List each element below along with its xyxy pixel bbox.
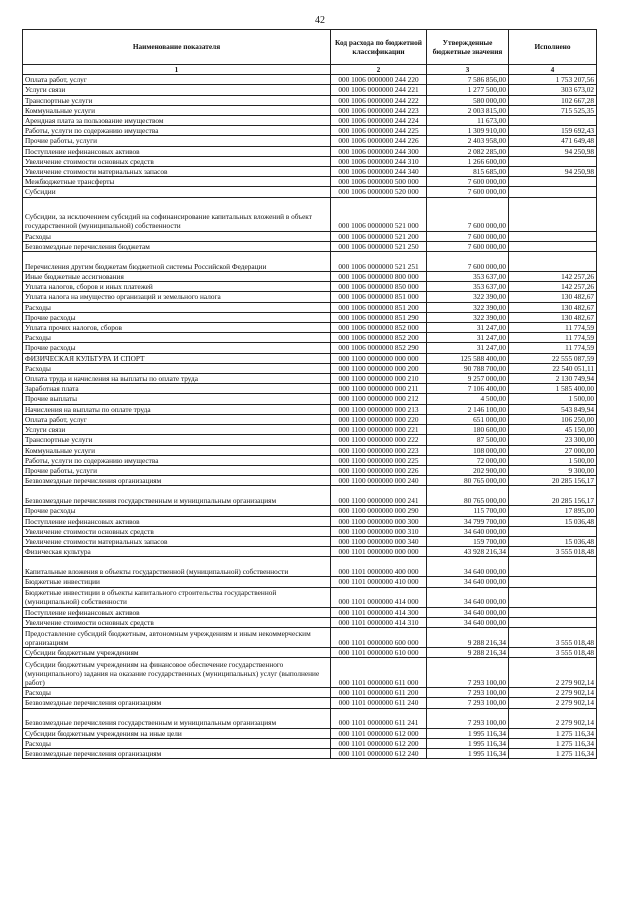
row-executed: 15 036,48 bbox=[509, 516, 597, 526]
row-executed bbox=[509, 617, 597, 627]
row-name: Субсидии бюджетным учреждениям bbox=[23, 647, 331, 657]
row-code: 000 1101 0000000 400 000 bbox=[331, 557, 427, 577]
row-name: Транспортные услуги bbox=[23, 95, 331, 105]
header-name: Наименование показателя bbox=[23, 30, 331, 65]
row-executed: 1 500,00 bbox=[509, 394, 597, 404]
row-name: Бюджетные инвестиции в объекты капитального строительства государственной (муниципальной) собственности bbox=[23, 587, 331, 607]
row-approved: 31 247,00 bbox=[427, 323, 509, 333]
row-executed: 2 279 902,14 bbox=[509, 698, 597, 708]
table-row bbox=[23, 698, 597, 708]
row-approved: 815 685,00 bbox=[427, 167, 509, 177]
row-approved: 4 500,00 bbox=[427, 394, 509, 404]
table-row bbox=[23, 156, 597, 166]
row-approved: 2 403 958,00 bbox=[427, 136, 509, 146]
row-approved: 7 106 400,00 bbox=[427, 384, 509, 394]
table-row bbox=[23, 516, 597, 526]
row-approved: 2 146 100,00 bbox=[427, 404, 509, 414]
row-approved: 7 600 000,00 bbox=[427, 252, 509, 272]
row-code: 000 1100 0000000 000 210 bbox=[331, 374, 427, 384]
row-name: Услуги связи bbox=[23, 85, 331, 95]
row-name: Поступление нефинансовых активов bbox=[23, 146, 331, 156]
row-approved: 34 640 000,00 bbox=[427, 557, 509, 577]
table-row bbox=[23, 708, 597, 728]
row-approved: 7 293 100,00 bbox=[427, 658, 509, 688]
row-approved: 9 288 216,34 bbox=[427, 647, 509, 657]
row-executed: 303 673,02 bbox=[509, 85, 597, 95]
row-name: Перечисления другим бюджетам бюджетной системы Российской Федерации bbox=[23, 252, 331, 272]
row-name: Поступление нефинансовых активов bbox=[23, 516, 331, 526]
row-name: Увеличение стоимости материальных запасов bbox=[23, 536, 331, 546]
row-executed bbox=[509, 587, 597, 607]
row-code: 000 1006 0000000 851 290 bbox=[331, 312, 427, 322]
table-row bbox=[23, 187, 597, 197]
row-name: Капитальные вложения в объекты государственной (муниципальной) собственности bbox=[23, 557, 331, 577]
row-code: 000 1100 0000000 000 225 bbox=[331, 455, 427, 465]
row-approved: 34 640 000,00 bbox=[427, 577, 509, 587]
row-code: 000 1101 0000000 611 240 bbox=[331, 698, 427, 708]
row-code: 000 1006 0000000 850 000 bbox=[331, 282, 427, 292]
table-row bbox=[23, 748, 597, 758]
table-row bbox=[23, 557, 597, 577]
row-executed: 22 555 087,59 bbox=[509, 353, 597, 363]
row-code: 000 1100 0000000 000 226 bbox=[331, 465, 427, 475]
row-name: Уплата налогов, сборов и иных платежей bbox=[23, 282, 331, 292]
row-code: 000 1101 0000000 611 200 bbox=[331, 688, 427, 698]
table-header-row bbox=[23, 30, 597, 65]
row-name: Поступление нефинансовых активов bbox=[23, 607, 331, 617]
row-code: 000 1006 0000000 852 290 bbox=[331, 343, 427, 353]
row-approved: 34 640 000,00 bbox=[427, 526, 509, 536]
row-name: Безвозмездные перечисления организациям bbox=[23, 698, 331, 708]
row-approved: 322 390,00 bbox=[427, 292, 509, 302]
row-name: Работы, услуги по содержанию имущества bbox=[23, 126, 331, 136]
column-number: 4 bbox=[509, 65, 597, 75]
table-row bbox=[23, 353, 597, 363]
column-number-row bbox=[23, 65, 597, 75]
row-code: 000 1100 0000000 000 200 bbox=[331, 363, 427, 373]
row-name: Субсидии бюджетным учреждениям на финансовое обеспечение государственного (муниципального) задания на оказание государственных (муниципальных) услуг (выполнение работ) bbox=[23, 658, 331, 688]
row-executed bbox=[509, 156, 597, 166]
row-name: Коммунальные услуги bbox=[23, 445, 331, 455]
row-approved: 80 765 000,00 bbox=[427, 476, 509, 486]
row-approved: 2 082 285,00 bbox=[427, 146, 509, 156]
table-row bbox=[23, 323, 597, 333]
row-executed bbox=[509, 116, 597, 126]
row-code: 000 1100 0000000 000 211 bbox=[331, 384, 427, 394]
table-row bbox=[23, 374, 597, 384]
row-code: 000 1006 0000000 244 224 bbox=[331, 116, 427, 126]
row-executed bbox=[509, 607, 597, 617]
row-approved: 43 928 216,34 bbox=[427, 547, 509, 557]
row-executed: 2 279 902,14 bbox=[509, 658, 597, 688]
table-row bbox=[23, 292, 597, 302]
row-approved: 7 600 000,00 bbox=[427, 197, 509, 231]
row-approved: 90 788 700,00 bbox=[427, 363, 509, 373]
row-name: Увеличение стоимости основных средств bbox=[23, 617, 331, 627]
table-row bbox=[23, 241, 597, 251]
row-name: Расходы bbox=[23, 738, 331, 748]
row-name: Транспортные услуги bbox=[23, 435, 331, 445]
row-executed: 3 555 018,48 bbox=[509, 547, 597, 557]
row-executed: 2 130 749,94 bbox=[509, 374, 597, 384]
row-code: 000 1100 0000000 000 241 bbox=[331, 486, 427, 506]
row-code: 000 1006 0000000 244 220 bbox=[331, 75, 427, 85]
table-row bbox=[23, 414, 597, 424]
table-row bbox=[23, 272, 597, 282]
row-name: Субсидии бюджетным учреждениям на иные цели bbox=[23, 728, 331, 738]
row-executed: 102 667,28 bbox=[509, 95, 597, 105]
row-name: Субсидии bbox=[23, 187, 331, 197]
row-executed: 543 849,94 bbox=[509, 404, 597, 414]
table-row bbox=[23, 85, 597, 95]
row-code: 000 1100 0000000 000 000 bbox=[331, 353, 427, 363]
table-row bbox=[23, 333, 597, 343]
row-approved: 7 293 100,00 bbox=[427, 688, 509, 698]
row-approved: 7 600 000,00 bbox=[427, 177, 509, 187]
row-name: Безвозмездные перечисления государственным и муниципальным организациям bbox=[23, 708, 331, 728]
row-approved: 31 247,00 bbox=[427, 333, 509, 343]
column-number: 2 bbox=[331, 65, 427, 75]
row-name: Оплата работ, услуг bbox=[23, 414, 331, 424]
table-row bbox=[23, 167, 597, 177]
row-executed: 159 692,43 bbox=[509, 126, 597, 136]
row-name: Прочие работы, услуги bbox=[23, 136, 331, 146]
row-executed bbox=[509, 252, 597, 272]
row-executed: 1 500,00 bbox=[509, 455, 597, 465]
row-executed bbox=[509, 557, 597, 577]
row-executed: 130 482,67 bbox=[509, 302, 597, 312]
row-executed: 11 774,59 bbox=[509, 333, 597, 343]
row-approved: 9 288 216,34 bbox=[427, 627, 509, 647]
row-approved: 580 000,00 bbox=[427, 95, 509, 105]
row-code: 000 1100 0000000 000 240 bbox=[331, 476, 427, 486]
row-code: 000 1006 0000000 244 226 bbox=[331, 136, 427, 146]
table-row bbox=[23, 146, 597, 156]
row-executed: 715 525,35 bbox=[509, 105, 597, 115]
table-row bbox=[23, 394, 597, 404]
page-number: 42 bbox=[315, 15, 325, 26]
row-name: Расходы bbox=[23, 231, 331, 241]
row-name: Прочие расходы bbox=[23, 312, 331, 322]
table-row bbox=[23, 658, 597, 688]
row-code: 000 1006 0000000 244 222 bbox=[331, 95, 427, 105]
row-code: 000 1101 0000000 414 000 bbox=[331, 587, 427, 607]
table-row bbox=[23, 547, 597, 557]
row-executed: 11 774,59 bbox=[509, 323, 597, 333]
row-executed: 27 000,00 bbox=[509, 445, 597, 455]
row-code: 000 1101 0000000 612 000 bbox=[331, 728, 427, 738]
row-code: 000 1101 0000000 410 000 bbox=[331, 577, 427, 587]
table-row bbox=[23, 627, 597, 647]
row-executed: 1 753 207,56 bbox=[509, 75, 597, 85]
row-approved: 1 995 116,34 bbox=[427, 738, 509, 748]
row-code: 000 1100 0000000 000 222 bbox=[331, 435, 427, 445]
row-name: Безвозмездные перечисления организациям bbox=[23, 476, 331, 486]
row-executed: 45 150,00 bbox=[509, 425, 597, 435]
table-row bbox=[23, 617, 597, 627]
row-executed: 2 279 902,14 bbox=[509, 708, 597, 728]
row-approved: 34 640 000,00 bbox=[427, 607, 509, 617]
row-code: 000 1101 0000000 611 241 bbox=[331, 708, 427, 728]
row-executed bbox=[509, 197, 597, 231]
row-name: Расходы bbox=[23, 302, 331, 312]
table-row bbox=[23, 302, 597, 312]
row-approved: 115 700,00 bbox=[427, 506, 509, 516]
row-approved: 1 309 910,00 bbox=[427, 126, 509, 136]
table-row bbox=[23, 536, 597, 546]
row-name: Прочие работы, услуги bbox=[23, 465, 331, 475]
row-name: Прочие расходы bbox=[23, 343, 331, 353]
row-approved: 7 293 100,00 bbox=[427, 708, 509, 728]
row-executed: 15 036,48 bbox=[509, 536, 597, 546]
row-approved: 7 586 856,00 bbox=[427, 75, 509, 85]
row-executed bbox=[509, 231, 597, 241]
row-code: 000 1101 0000000 600 000 bbox=[331, 627, 427, 647]
row-executed: 142 257,26 bbox=[509, 282, 597, 292]
row-name: Уплата налога на имущество организаций и земельного налога bbox=[23, 292, 331, 302]
row-name: Работы, услуги по содержанию имущества bbox=[23, 455, 331, 465]
row-approved: 202 900,00 bbox=[427, 465, 509, 475]
row-code: 000 1006 0000000 244 310 bbox=[331, 156, 427, 166]
table-row bbox=[23, 425, 597, 435]
row-name: Заработная плата bbox=[23, 384, 331, 394]
table-row bbox=[23, 607, 597, 617]
row-name: Расходы bbox=[23, 363, 331, 373]
row-executed: 9 300,00 bbox=[509, 465, 597, 475]
table-row bbox=[23, 116, 597, 126]
row-code: 000 1101 0000000 414 300 bbox=[331, 607, 427, 617]
row-name: Увеличение стоимости материальных запасов bbox=[23, 167, 331, 177]
row-approved: 1 995 116,34 bbox=[427, 748, 509, 758]
table-body bbox=[23, 75, 597, 759]
row-code: 000 1101 0000000 612 240 bbox=[331, 748, 427, 758]
row-code: 000 1100 0000000 000 221 bbox=[331, 425, 427, 435]
row-executed: 11 774,59 bbox=[509, 343, 597, 353]
row-approved: 87 500,00 bbox=[427, 435, 509, 445]
row-approved: 322 390,00 bbox=[427, 312, 509, 322]
row-approved: 353 637,00 bbox=[427, 272, 509, 282]
table-row bbox=[23, 445, 597, 455]
row-code: 000 1100 0000000 000 300 bbox=[331, 516, 427, 526]
row-code: 000 1006 0000000 244 225 bbox=[331, 126, 427, 136]
row-executed: 130 482,67 bbox=[509, 292, 597, 302]
row-approved: 34 640 000,00 bbox=[427, 587, 509, 607]
table-row bbox=[23, 486, 597, 506]
row-code: 000 1006 0000000 852 000 bbox=[331, 323, 427, 333]
row-approved: 353 637,00 bbox=[427, 282, 509, 292]
row-name: Предоставление субсидий бюджетным, автономным учреждениям и иным некоммерческим организациям bbox=[23, 627, 331, 647]
row-approved: 180 600,00 bbox=[427, 425, 509, 435]
row-code: 000 1101 0000000 610 000 bbox=[331, 647, 427, 657]
row-approved: 651 000,00 bbox=[427, 414, 509, 424]
table-row bbox=[23, 343, 597, 353]
row-code: 000 1100 0000000 000 223 bbox=[331, 445, 427, 455]
row-executed: 3 555 018,48 bbox=[509, 647, 597, 657]
row-name: Иные бюджетные ассигнования bbox=[23, 272, 331, 282]
row-code: 000 1101 0000000 611 000 bbox=[331, 658, 427, 688]
table-row bbox=[23, 404, 597, 414]
row-approved: 1 995 116,34 bbox=[427, 728, 509, 738]
row-code: 000 1006 0000000 244 223 bbox=[331, 105, 427, 115]
row-executed bbox=[509, 241, 597, 251]
row-executed bbox=[509, 177, 597, 187]
row-executed: 23 300,00 bbox=[509, 435, 597, 445]
row-code: 000 1006 0000000 800 000 bbox=[331, 272, 427, 282]
row-name: Оплата труда и начисления на выплаты по оплате труда bbox=[23, 374, 331, 384]
row-code: 000 1101 0000000 414 310 bbox=[331, 617, 427, 627]
row-executed: 1 585 400,00 bbox=[509, 384, 597, 394]
row-code: 000 1006 0000000 244 340 bbox=[331, 167, 427, 177]
table-row bbox=[23, 688, 597, 698]
row-executed: 94 250,98 bbox=[509, 167, 597, 177]
row-code: 000 1006 0000000 851 200 bbox=[331, 302, 427, 312]
table-row bbox=[23, 577, 597, 587]
table-row bbox=[23, 465, 597, 475]
row-name: ФИЗИЧЕСКАЯ КУЛЬТУРА И СПОРТ bbox=[23, 353, 331, 363]
row-executed: 1 275 116,34 bbox=[509, 748, 597, 758]
row-code: 000 1100 0000000 000 290 bbox=[331, 506, 427, 516]
row-name: Уплата прочих налогов, сборов bbox=[23, 323, 331, 333]
table-row bbox=[23, 647, 597, 657]
table-row bbox=[23, 738, 597, 748]
row-name: Расходы bbox=[23, 333, 331, 343]
row-executed: 142 257,26 bbox=[509, 272, 597, 282]
row-name: Увеличение стоимости основных средств bbox=[23, 526, 331, 536]
row-name: Безвозмездные перечисления бюджетам bbox=[23, 241, 331, 251]
row-approved: 159 700,00 bbox=[427, 536, 509, 546]
row-name: Прочие выплаты bbox=[23, 394, 331, 404]
row-code: 000 1006 0000000 520 000 bbox=[331, 187, 427, 197]
row-approved: 1 266 600,00 bbox=[427, 156, 509, 166]
row-approved: 7 600 000,00 bbox=[427, 231, 509, 241]
row-code: 000 1006 0000000 244 300 bbox=[331, 146, 427, 156]
row-approved: 34 640 000,00 bbox=[427, 617, 509, 627]
budget-execution-table bbox=[22, 29, 597, 759]
row-executed: 130 482,67 bbox=[509, 312, 597, 322]
table-row bbox=[23, 455, 597, 465]
row-name: Безвозмездные перечисления государственным и муниципальным организациям bbox=[23, 486, 331, 506]
row-executed: 20 285 156,17 bbox=[509, 486, 597, 506]
table-row bbox=[23, 526, 597, 536]
row-executed: 17 895,00 bbox=[509, 506, 597, 516]
column-number: 3 bbox=[427, 65, 509, 75]
row-code: 000 1100 0000000 000 220 bbox=[331, 414, 427, 424]
row-name: Межбюджетные трансферты bbox=[23, 177, 331, 187]
row-code: 000 1006 0000000 521 250 bbox=[331, 241, 427, 251]
row-executed: 106 250,00 bbox=[509, 414, 597, 424]
row-name: Начисления на выплаты по оплате труда bbox=[23, 404, 331, 414]
row-name: Субсидии, за исключением субсидий на софинансирование капитальных вложений в объект государственной (муниципальной) собственности bbox=[23, 197, 331, 231]
row-executed bbox=[509, 187, 597, 197]
row-code: 000 1100 0000000 000 310 bbox=[331, 526, 427, 536]
table-row bbox=[23, 197, 597, 231]
header-code: Код расхода по бюджетной классификации bbox=[331, 30, 427, 65]
row-approved: 9 257 000,00 bbox=[427, 374, 509, 384]
row-code: 000 1006 0000000 500 000 bbox=[331, 177, 427, 187]
table-row bbox=[23, 363, 597, 373]
row-approved: 7 600 000,00 bbox=[427, 187, 509, 197]
row-approved: 108 000,00 bbox=[427, 445, 509, 455]
row-code: 000 1100 0000000 000 213 bbox=[331, 404, 427, 414]
row-code: 000 1006 0000000 521 000 bbox=[331, 197, 427, 231]
row-code: 000 1101 0000000 612 200 bbox=[331, 738, 427, 748]
header-executed: Исполнено bbox=[509, 30, 597, 65]
row-executed bbox=[509, 577, 597, 587]
row-executed bbox=[509, 526, 597, 536]
row-approved: 7 600 000,00 bbox=[427, 241, 509, 251]
row-approved: 2 003 815,00 bbox=[427, 105, 509, 115]
row-executed: 94 250,98 bbox=[509, 146, 597, 156]
table-row bbox=[23, 231, 597, 241]
row-approved: 80 765 000,00 bbox=[427, 486, 509, 506]
row-code: 000 1006 0000000 851 000 bbox=[331, 292, 427, 302]
row-approved: 72 000,00 bbox=[427, 455, 509, 465]
table-row bbox=[23, 136, 597, 146]
table-row bbox=[23, 282, 597, 292]
row-name: Расходы bbox=[23, 688, 331, 698]
row-executed: 20 285 156,17 bbox=[509, 476, 597, 486]
row-name: Услуги связи bbox=[23, 425, 331, 435]
row-approved: 125 588 400,00 bbox=[427, 353, 509, 363]
row-name: Прочие расходы bbox=[23, 506, 331, 516]
table-row bbox=[23, 476, 597, 486]
table-row bbox=[23, 384, 597, 394]
table-row bbox=[23, 177, 597, 187]
row-approved: 11 673,00 bbox=[427, 116, 509, 126]
table-row bbox=[23, 728, 597, 738]
row-name: Оплата работ, услуг bbox=[23, 75, 331, 85]
header-approved: Утвержденные бюджетные значения bbox=[427, 30, 509, 65]
row-approved: 34 799 700,00 bbox=[427, 516, 509, 526]
table-row bbox=[23, 587, 597, 607]
table-row bbox=[23, 105, 597, 115]
table-row bbox=[23, 252, 597, 272]
row-executed: 22 540 051,11 bbox=[509, 363, 597, 373]
row-name: Увеличение стоимости основных средств bbox=[23, 156, 331, 166]
row-name: Арендная плата за пользование имуществом bbox=[23, 116, 331, 126]
row-executed: 1 275 116,34 bbox=[509, 728, 597, 738]
row-executed: 471 649,48 bbox=[509, 136, 597, 146]
table-row bbox=[23, 126, 597, 136]
row-code: 000 1101 0000000 000 000 bbox=[331, 547, 427, 557]
table-row bbox=[23, 506, 597, 516]
row-code: 000 1100 0000000 000 212 bbox=[331, 394, 427, 404]
row-code: 000 1006 0000000 521 200 bbox=[331, 231, 427, 241]
row-code: 000 1006 0000000 852 200 bbox=[331, 333, 427, 343]
row-name: Физическая культура bbox=[23, 547, 331, 557]
row-approved: 322 390,00 bbox=[427, 302, 509, 312]
row-code: 000 1006 0000000 244 221 bbox=[331, 85, 427, 95]
row-approved: 31 247,00 bbox=[427, 343, 509, 353]
row-executed: 3 555 018,48 bbox=[509, 627, 597, 647]
table-row bbox=[23, 75, 597, 85]
row-executed: 2 279 902,14 bbox=[509, 688, 597, 698]
table-row bbox=[23, 435, 597, 445]
row-code: 000 1006 0000000 521 251 bbox=[331, 252, 427, 272]
row-executed: 1 275 116,34 bbox=[509, 738, 597, 748]
table-row bbox=[23, 312, 597, 322]
column-number: 1 bbox=[23, 65, 331, 75]
table-row bbox=[23, 95, 597, 105]
row-code: 000 1100 0000000 000 340 bbox=[331, 536, 427, 546]
row-name: Безвозмездные перечисления организациям bbox=[23, 748, 331, 758]
row-name: Коммунальные услуги bbox=[23, 105, 331, 115]
row-approved: 7 293 100,00 bbox=[427, 698, 509, 708]
row-name: Бюджетные инвестиции bbox=[23, 577, 331, 587]
row-approved: 1 277 500,00 bbox=[427, 85, 509, 95]
